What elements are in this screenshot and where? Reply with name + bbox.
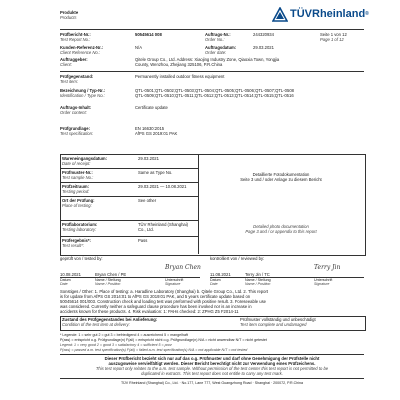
client-line-1: Qitele Group Co., Ltd. Address: Xiaojing Industry Zone, Qiaoxia Town, Yongjia xyxy=(135,57,280,62)
other-note-line-5: accidents known for these products. 4. Risk evaluation: 1: PAHs checked: 2: ZPHG Z5 F2014-11 xyxy=(60,309,239,314)
receipt-date-value: 29.03.2021 xyxy=(138,156,159,161)
testing-period-label: Prüfzeitraum: xyxy=(62,184,89,189)
disclaimer-de-line-1: Dieser Prüfbericht bezieht sich nur auf das o.g. Prüfmuster und darf ohne Genehmigung der Prüfstelle nicht xyxy=(104,356,320,361)
client-ref-label: Kunden-Referenz-Nr.: xyxy=(60,45,104,50)
legend-line-4: P(ass) = passed a.m. test specification(s) F(ail) = failed a.m. test specification(s) N/A = not applicable N/T = not tested xyxy=(60,348,248,352)
testing-lab-label-en: Testing laboratory: xyxy=(62,227,97,232)
place-value: See other xyxy=(138,198,157,203)
testing-lab-line-1: TÜV Rheinland (Shanghai) xyxy=(138,222,189,227)
test-item-label: Prüfgegenstand: xyxy=(60,74,94,79)
test-details-box xyxy=(60,154,366,256)
legend-line-3: Legend: 1 = very good 2 = good 3 = satisfactory 4 = sufficient 5 = poor xyxy=(60,343,172,347)
client-label-en: Client: xyxy=(60,62,72,67)
order-date-value: 29.03.2021 xyxy=(253,45,274,50)
test-spec-line-2: AfPS GS 2019:01 PAK xyxy=(135,131,178,136)
left-col-date-en: Date xyxy=(60,282,68,286)
disclaimer-en-line-1: This test report only relates to the a.m. test sample. Without permission of the test center this test report is not permitted to be xyxy=(95,366,329,371)
test-result-label: Prüfergebnis*: xyxy=(62,238,91,243)
left-sign-name: Bryan Chen / PE xyxy=(95,272,127,277)
disclaimer-en-line-2: duplicated in extracts. This test report does not entitle to carry any test mark. xyxy=(141,371,283,376)
tuv-logo-icon xyxy=(272,7,288,23)
right-col-sig: Unterschrift xyxy=(314,278,333,282)
testing-period-label-en: Testing period: xyxy=(62,189,90,194)
left-col-date: Datum xyxy=(60,278,71,282)
divider xyxy=(60,168,198,169)
order-no-label-en: Order No.: xyxy=(205,37,225,42)
footer-address: TÜV Rheinland (Shanghai) Co., Ltd. · No.177, Lane 777, West Guangzhong Road · Shanghai · 200072, P.R.China xyxy=(120,381,304,385)
order-content-value: Certificate update xyxy=(135,105,168,110)
right-sign-date: 11.08.2021 xyxy=(210,272,231,277)
other-note-line-4: was considered. Currently neither a safeguard clause procedure has been invoked nor is an increase in xyxy=(60,304,252,309)
report-no-label-en: Test Report No.: xyxy=(60,37,91,42)
photo-doc-en-line-1: Detailed photo documentation xyxy=(253,224,309,229)
divider xyxy=(60,354,364,355)
photo-doc-de-line-1: Detaillierte Fotodokumentation xyxy=(252,172,310,177)
divider xyxy=(60,378,364,379)
test-spec-line-1: EN 16630:2015 xyxy=(135,126,165,131)
report-no-label: Prüfbericht-Nr.: xyxy=(60,32,91,37)
testing-lab-label: Prüflaboratorium: xyxy=(62,222,98,227)
testing-period-value: 29.03.2021 — 10.08.2021 xyxy=(138,184,187,189)
left-col-name: Name / Stellung xyxy=(95,278,121,282)
client-ref-value: N/A xyxy=(135,45,142,50)
identification-label: Bezeichnung / Typ-Nr.: xyxy=(60,88,106,93)
legend-line-1: * Legende: 1 = sehr gut 2 = gut 3 = befriedigend 4 = ausreichend 5 = mangelhaft xyxy=(60,333,188,337)
test-item-value: Permanently installed outdoor fitness equipment xyxy=(135,74,225,79)
test-spec-label: Prüfgrundlage: xyxy=(60,126,91,131)
test-result-label-en: Test result*: xyxy=(62,243,84,248)
order-content-label: Auftrags-Inhalt: xyxy=(60,105,92,110)
right-col-name: Name / Stellung xyxy=(245,278,271,282)
report-no-value: 50545614 008 xyxy=(135,32,162,37)
tested-by-label: geprüft von / tested by: xyxy=(60,256,103,261)
condition-value-en: Test item complete and undamaged xyxy=(240,322,307,327)
order-no-value: 244320934 xyxy=(253,32,274,37)
receipt-date-label-en: Date of receipt: xyxy=(62,161,91,166)
client-ref-label-en: Client Reference No.: xyxy=(60,50,101,55)
right-col-name-en: Name / Position xyxy=(245,282,271,286)
right-sign-name: Terry Jin / TC xyxy=(245,272,270,277)
test-sample-label-en: Test sample No.: xyxy=(62,175,94,180)
divider xyxy=(60,236,198,237)
type-line-1: QTL-0501;QTL-0502;QTL-0503;QTL-0504;QTL-0505;QTL-0506;QTL-0507;QTL-0508 xyxy=(135,88,294,93)
test-sample-value: Same as Type No. xyxy=(138,170,173,175)
order-content-label-en: Order content: xyxy=(60,110,87,115)
order-date-label-en: Order date: xyxy=(205,50,227,55)
client-line-2: County, Wenzhou, Zhejiang 325106, P.R.China xyxy=(135,62,223,67)
left-signature: Bryan Chen xyxy=(165,264,201,271)
divider xyxy=(210,277,364,278)
product-label-en: Products xyxy=(60,15,77,20)
place-label-en: Place of testing: xyxy=(62,203,92,208)
test-result-value: Pass xyxy=(138,238,148,243)
left-col-sig: Unterschrift xyxy=(165,278,184,282)
condition-value-de: Prüfmuster vollständig und unbeschädigt xyxy=(240,317,316,322)
other-note-line-2: is for update from AfPS GS 2014:01 to AfPS GS 2019:01 PAK, and 5 years certificate update based on xyxy=(60,294,251,299)
condition-label-de: Zustand des Prüfgegenstandes bei Anlieferung: xyxy=(62,317,158,322)
page-label-de: Seite 1 von 12 xyxy=(320,32,347,37)
order-date-label: Auftragsdatum: xyxy=(205,45,237,50)
test-item-label-en: Test item: xyxy=(60,79,78,84)
divider xyxy=(60,220,198,221)
right-col-date-en: Date xyxy=(210,282,218,286)
divider xyxy=(60,182,198,183)
order-no-label: Auftrags-Nr.: xyxy=(205,32,231,37)
right-col-sig-en: Signature xyxy=(314,282,330,286)
other-note-line-1: Sonstiges / Other: 1. Place of testing: a. Haradline Laboratory (Shanghai) b. Qitele Group Co., Ltd. 2. This report xyxy=(60,289,269,294)
test-spec-label-en: Test specification: xyxy=(60,131,94,136)
brand-name: TÜVRheinland® xyxy=(290,8,369,20)
left-sign-date: 10.08.2021 xyxy=(60,272,81,277)
divider xyxy=(60,196,198,197)
other-note-line-3: 50045614 001/003. Construction check and loading test was preformed with positive result. 3. Foreseeable use xyxy=(60,299,267,304)
receipt-date-label: Wareneingangsdatum: xyxy=(62,156,107,161)
testing-lab-line-2: Co., Ltd. xyxy=(138,227,154,232)
disclaimer-de-line-2: auszugsweise vervielfältigt werden. Dieser Bericht berechtigt nicht zur Verwendung eines Prüfzeichens. xyxy=(108,361,316,366)
condition-label-en: Condition of the test item at delivery: xyxy=(62,322,130,327)
page-label-en: Page 1 of 12 xyxy=(320,37,344,42)
right-col-date: Datum xyxy=(210,278,221,282)
divider xyxy=(60,29,364,30)
product-label-de: Produkte xyxy=(60,10,79,15)
client-label: Auftraggeber: xyxy=(60,57,88,62)
test-sample-label: Prüfmuster-Nr.: xyxy=(62,170,93,175)
place-label: Ort der Prüfung: xyxy=(62,198,95,203)
identification-label-en: Identification / Type No.: xyxy=(60,93,105,98)
legend-line-2: P(ass) = entspricht o.g. Prüfgrundlage(n) F(ail) = entspricht nicht o.g. Prüfgrundlage(n) N/A = nicht anwendbar N/T = nicht getestet xyxy=(60,338,267,342)
photo-doc-de-line-2: Seite 3 und / oder Anlage zu diesem Bericht xyxy=(240,177,322,182)
divider xyxy=(60,71,364,72)
divider xyxy=(198,154,199,254)
reviewed-by-label: kontrolliert von / reviewed by: xyxy=(210,256,265,261)
photo-doc-en-line-2: Page 3 and / or appendix to this report xyxy=(245,229,317,234)
left-col-name-en: Name / Position xyxy=(95,282,121,286)
type-line-2: QTL-0509;QTL-0510;QTL-0511;QTL-0512;QTL-0513;QTL-0514;QTL-0515;QTL-0516 xyxy=(135,93,294,98)
left-col-sig-en: Signature xyxy=(165,282,181,286)
right-signature: Terry Jin xyxy=(314,264,341,271)
